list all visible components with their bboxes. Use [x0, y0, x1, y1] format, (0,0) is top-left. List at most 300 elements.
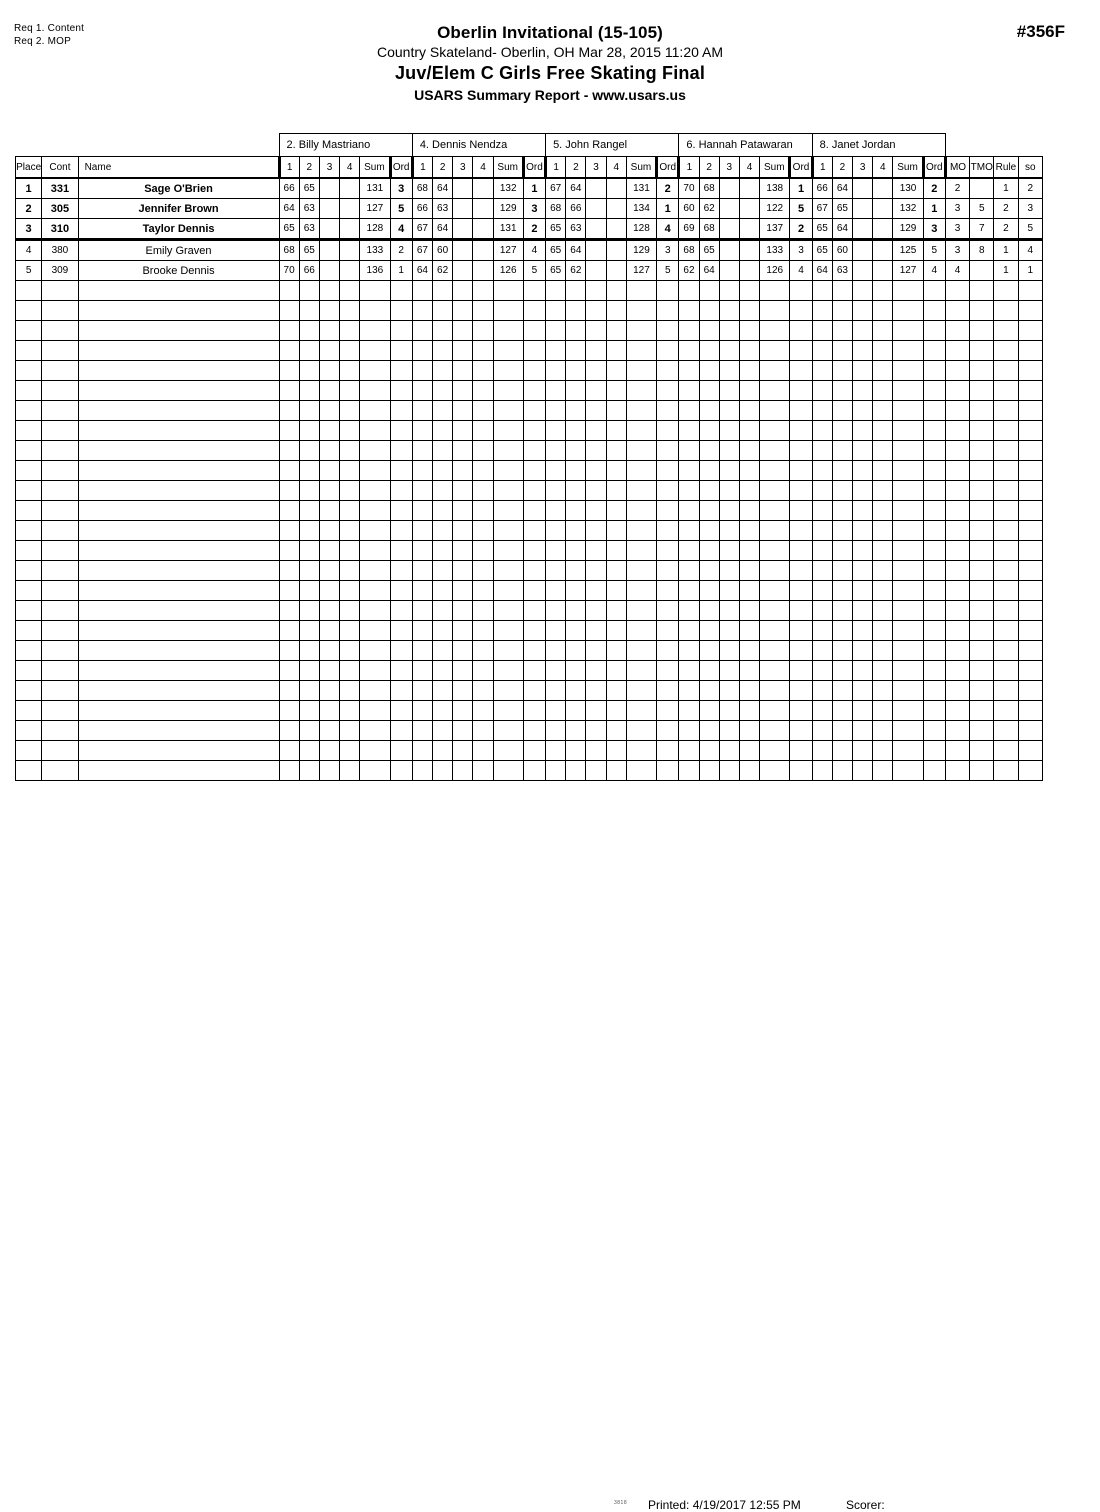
empty-cell [299, 361, 319, 381]
row-tmo: 8 [970, 240, 994, 261]
row-judge3-mark1: 65 [546, 261, 566, 281]
row-judge4-mark1: 70 [679, 178, 699, 199]
row-judge5-ord: 5 [923, 240, 945, 261]
empty-cell [566, 621, 586, 641]
empty-cell [832, 301, 852, 321]
empty-cell [42, 401, 78, 421]
empty-cell [923, 641, 945, 661]
row-judge4-mark4 [739, 219, 759, 240]
empty-cell [606, 541, 626, 561]
row-tmo: 5 [970, 199, 994, 219]
empty-cell [812, 621, 832, 641]
row-judge2-mark2: 60 [433, 240, 453, 261]
empty-cell [360, 621, 390, 641]
col-header-judge2-mark1: 1 [412, 157, 432, 179]
empty-cell [453, 521, 473, 541]
col-header-judge3-mark1: 1 [546, 157, 566, 179]
empty-cell [523, 521, 545, 541]
empty-cell [873, 621, 893, 641]
empty-cell [473, 681, 493, 701]
row-judge5-mark1: 64 [812, 261, 832, 281]
col-header-judge5-mark1: 1 [812, 157, 832, 179]
empty-cell [739, 441, 759, 461]
empty-cell [832, 421, 852, 441]
empty-cell [1018, 541, 1042, 561]
empty-cell [433, 721, 453, 741]
empty-cell [279, 281, 299, 301]
empty-cell [473, 621, 493, 641]
empty-cell [719, 441, 739, 461]
row-contestant-number: 331 [42, 178, 78, 199]
empty-cell [586, 521, 606, 541]
empty-cell [970, 521, 994, 541]
empty-cell [586, 301, 606, 321]
empty-cell [719, 541, 739, 561]
empty-cell [994, 621, 1018, 641]
row-judge2-ord: 3 [523, 199, 545, 219]
row-judge4-sum: 122 [760, 199, 790, 219]
empty-cell [433, 541, 453, 561]
empty-cell [566, 681, 586, 701]
empty-cell [790, 541, 812, 561]
empty-cell [873, 521, 893, 541]
empty-cell [923, 481, 945, 501]
empty-cell [340, 401, 360, 421]
col-header-judge1-mark3: 3 [319, 157, 339, 179]
empty-cell [945, 441, 969, 461]
empty-cell [390, 621, 412, 641]
row-tmo [970, 261, 994, 281]
empty-cell [853, 281, 873, 301]
empty-cell [453, 541, 473, 561]
empty-cell [699, 441, 719, 461]
empty-cell [42, 721, 78, 741]
empty-cell [699, 601, 719, 621]
col-header-judge2-mark4: 4 [473, 157, 493, 179]
empty-cell [812, 481, 832, 501]
empty-cell [299, 661, 319, 681]
empty-cell [790, 421, 812, 441]
empty-cell [832, 321, 852, 341]
empty-cell [433, 561, 453, 581]
empty-cell [606, 601, 626, 621]
row-judge3-mark3 [586, 199, 606, 219]
row-judge2-mark1: 64 [412, 261, 432, 281]
event-number: #356F [1016, 22, 1065, 41]
empty-cell [853, 701, 873, 721]
row-judge3-mark2: 62 [566, 261, 586, 281]
empty-cell [453, 381, 473, 401]
empty-row [16, 581, 1043, 601]
empty-cell [923, 681, 945, 701]
empty-cell [760, 441, 790, 461]
empty-cell [360, 561, 390, 581]
empty-cell [739, 341, 759, 361]
empty-cell [1018, 461, 1042, 481]
empty-cell [790, 481, 812, 501]
empty-cell [493, 441, 523, 461]
row-judge2-mark3 [453, 199, 473, 219]
empty-cell [760, 461, 790, 481]
empty-cell [390, 701, 412, 721]
empty-cell [970, 281, 994, 301]
empty-cell [42, 681, 78, 701]
empty-cell [1018, 421, 1042, 441]
row-judge2-mark4 [473, 261, 493, 281]
empty-cell [970, 461, 994, 481]
empty-cell [923, 721, 945, 741]
empty-cell [994, 661, 1018, 681]
empty-cell [340, 281, 360, 301]
empty-cell [340, 421, 360, 441]
empty-cell [719, 421, 739, 441]
empty-cell [412, 581, 432, 601]
empty-cell [812, 341, 832, 361]
empty-cell [299, 621, 319, 641]
empty-cell [16, 361, 42, 381]
empty-cell [760, 681, 790, 701]
empty-cell [790, 641, 812, 661]
empty-cell [433, 621, 453, 641]
empty-cell [970, 721, 994, 741]
event-title: Oberlin Invitational (15-105) [437, 23, 663, 42]
empty-cell [319, 581, 339, 601]
row-mo: 3 [945, 219, 969, 240]
empty-cell [679, 601, 699, 621]
empty-cell [739, 501, 759, 521]
row-judge3-ord: 4 [657, 219, 679, 240]
col-header-judge5-mark2: 2 [832, 157, 852, 179]
row-judge1-mark2: 65 [299, 240, 319, 261]
empty-row [16, 701, 1043, 721]
empty-cell [279, 401, 299, 421]
row-judge4-sum: 138 [760, 178, 790, 199]
row-judge1-sum: 136 [360, 261, 390, 281]
results-table [15, 133, 1043, 781]
empty-cell [412, 521, 432, 541]
empty-cell [626, 421, 656, 441]
row-judge1-mark4 [340, 219, 360, 240]
empty-cell [16, 341, 42, 361]
col-header-judge3-mark2: 2 [566, 157, 586, 179]
empty-cell [873, 541, 893, 561]
empty-cell [473, 481, 493, 501]
empty-cell [78, 421, 279, 441]
empty-cell [873, 701, 893, 721]
empty-cell [945, 721, 969, 741]
row-judge2-ord: 1 [523, 178, 545, 199]
empty-cell [279, 321, 299, 341]
empty-cell [566, 281, 586, 301]
row-judge1-mark1: 68 [279, 240, 299, 261]
empty-cell [893, 521, 923, 541]
col-header-judge5-ord: Ord [923, 157, 945, 179]
empty-cell [412, 721, 432, 741]
empty-cell [566, 441, 586, 461]
empty-cell [657, 621, 679, 641]
empty-cell [42, 281, 78, 301]
row-judge3-mark2: 64 [566, 178, 586, 199]
row-judge2-ord: 2 [523, 219, 545, 240]
empty-cell [493, 701, 523, 721]
row-judge1-mark1: 66 [279, 178, 299, 199]
empty-cell [1018, 561, 1042, 581]
empty-cell [473, 601, 493, 621]
empty-cell [566, 361, 586, 381]
empty-cell [78, 601, 279, 621]
empty-cell [699, 721, 719, 741]
empty-cell [299, 441, 319, 461]
row-judge3-ord: 3 [657, 240, 679, 261]
empty-cell [78, 701, 279, 721]
empty-cell [473, 501, 493, 521]
empty-cell [626, 561, 656, 581]
empty-cell [279, 381, 299, 401]
row-judge1-mark3 [319, 219, 339, 240]
row-judge3-mark4 [606, 199, 626, 219]
empty-cell [493, 461, 523, 481]
col-header-judge2-ord: Ord [523, 157, 545, 179]
empty-row [16, 381, 1043, 401]
empty-cell [78, 321, 279, 341]
empty-cell [1018, 581, 1042, 601]
empty-cell [679, 501, 699, 521]
empty-cell [606, 401, 626, 421]
empty-cell [853, 321, 873, 341]
empty-cell [760, 321, 790, 341]
row-judge4-mark2: 68 [699, 219, 719, 240]
empty-cell [994, 361, 1018, 381]
empty-cell [453, 721, 473, 741]
empty-cell [390, 641, 412, 661]
empty-cell [832, 361, 852, 381]
empty-cell [390, 381, 412, 401]
col-header-judge4-ord: Ord [790, 157, 812, 179]
empty-cell [970, 581, 994, 601]
empty-cell [893, 681, 923, 701]
empty-cell [453, 401, 473, 421]
empty-cell [360, 641, 390, 661]
empty-cell [606, 521, 626, 541]
empty-cell [523, 681, 545, 701]
empty-row [16, 321, 1043, 341]
empty-cell [412, 701, 432, 721]
row-judge5-ord: 1 [923, 199, 945, 219]
col-header-judge1-sum: Sum [360, 157, 390, 179]
empty-cell [546, 601, 566, 621]
empty-cell [340, 521, 360, 541]
empty-cell [433, 461, 453, 481]
empty-cell [42, 321, 78, 341]
empty-cell [832, 641, 852, 661]
empty-cell [360, 341, 390, 361]
empty-cell [566, 501, 586, 521]
empty-cell [790, 341, 812, 361]
empty-cell [606, 481, 626, 501]
empty-cell [812, 321, 832, 341]
empty-cell [812, 401, 832, 421]
empty-cell [812, 641, 832, 661]
empty-cell [893, 721, 923, 741]
empty-cell [390, 541, 412, 561]
row-judge1-ord: 2 [390, 240, 412, 261]
empty-cell [760, 481, 790, 501]
empty-cell [699, 281, 719, 301]
empty-cell [923, 601, 945, 621]
empty-cell [657, 641, 679, 661]
empty-cell [739, 561, 759, 581]
empty-cell [586, 381, 606, 401]
empty-cell [923, 361, 945, 381]
col-header-judge2-mark2: 2 [433, 157, 453, 179]
empty-cell [945, 541, 969, 561]
empty-cell [945, 701, 969, 721]
empty-cell [279, 701, 299, 721]
row-judge2-mark4 [473, 219, 493, 240]
empty-cell [340, 701, 360, 721]
judge-row-tail [945, 134, 1042, 157]
empty-cell [453, 281, 473, 301]
empty-cell [994, 581, 1018, 601]
empty-cell [523, 501, 545, 521]
empty-cell [360, 301, 390, 321]
empty-cell [994, 641, 1018, 661]
row-judge3-mark2: 66 [566, 199, 586, 219]
row-judge1-sum: 128 [360, 219, 390, 240]
empty-cell [606, 701, 626, 721]
empty-row [16, 401, 1043, 421]
empty-cell [853, 381, 873, 401]
empty-cell [923, 321, 945, 341]
row-judge2-mark3 [453, 240, 473, 261]
empty-cell [16, 481, 42, 501]
empty-cell [493, 581, 523, 601]
empty-cell [657, 381, 679, 401]
empty-cell [586, 681, 606, 701]
empty-cell [78, 301, 279, 321]
empty-cell [279, 721, 299, 741]
empty-cell [340, 641, 360, 661]
empty-cell [945, 661, 969, 681]
empty-cell [812, 721, 832, 741]
empty-cell [390, 481, 412, 501]
col-header-judge4-mark3: 3 [719, 157, 739, 179]
empty-cell [699, 301, 719, 321]
col-header-judge4-mark1: 1 [679, 157, 699, 179]
row-rule: 2 [994, 199, 1018, 219]
empty-cell [945, 401, 969, 421]
row-mo: 3 [945, 199, 969, 219]
empty-cell [699, 501, 719, 521]
report-header [0, 22, 1100, 106]
empty-cell [433, 361, 453, 381]
empty-cell [970, 621, 994, 641]
empty-cell [760, 281, 790, 301]
row-judge5-mark3 [853, 261, 873, 281]
empty-cell [340, 721, 360, 741]
empty-cell [340, 541, 360, 561]
row-place: 2 [16, 199, 42, 219]
empty-cell [586, 561, 606, 581]
empty-row [16, 501, 1043, 521]
row-judge2-sum: 126 [493, 261, 523, 281]
empty-cell [390, 361, 412, 381]
empty-cell [299, 521, 319, 541]
empty-cell [78, 481, 279, 501]
empty-cell [319, 481, 339, 501]
empty-cell [873, 641, 893, 661]
empty-cell [319, 501, 339, 521]
empty-cell [546, 321, 566, 341]
empty-cell [473, 281, 493, 301]
row-judge5-mark2: 65 [832, 199, 852, 219]
empty-cell [790, 501, 812, 521]
empty-cell [16, 321, 42, 341]
row-judge4-ord: 1 [790, 178, 812, 199]
empty-cell [994, 481, 1018, 501]
empty-cell [606, 641, 626, 661]
empty-cell [16, 701, 42, 721]
empty-cell [945, 461, 969, 481]
empty-cell [994, 681, 1018, 701]
row-judge5-mark2: 63 [832, 261, 852, 281]
empty-cell [606, 441, 626, 461]
empty-cell [390, 561, 412, 581]
empty-cell [853, 641, 873, 661]
empty-cell [473, 661, 493, 681]
row-judge1-mark2: 65 [299, 178, 319, 199]
empty-cell [873, 721, 893, 741]
empty-cell [923, 541, 945, 561]
empty-cell [16, 621, 42, 641]
empty-cell [923, 661, 945, 681]
empty-cell [493, 381, 523, 401]
row-judge5-mark1: 66 [812, 178, 832, 199]
empty-cell [453, 441, 473, 461]
empty-cell [473, 721, 493, 741]
empty-cell [832, 661, 852, 681]
col-header-judge3-ord: Ord [657, 157, 679, 179]
row-judge4-mark2: 65 [699, 240, 719, 261]
table-row [16, 219, 1043, 240]
empty-cell [360, 401, 390, 421]
row-skater-name: Sage O'Brien [78, 178, 279, 199]
empty-cell [412, 281, 432, 301]
empty-cell [657, 321, 679, 341]
empty-cell [319, 321, 339, 341]
empty-cell [433, 481, 453, 501]
empty-cell [739, 481, 759, 501]
row-judge1-ord: 4 [390, 219, 412, 240]
row-judge4-ord: 5 [790, 199, 812, 219]
empty-cell [78, 381, 279, 401]
row-judge2-mark1: 67 [412, 240, 432, 261]
empty-cell [390, 321, 412, 341]
row-judge3-mark4 [606, 240, 626, 261]
empty-cell [586, 541, 606, 561]
empty-cell [945, 361, 969, 381]
empty-cell [340, 441, 360, 461]
empty-cell [970, 501, 994, 521]
empty-cell [78, 621, 279, 641]
empty-cell [1018, 601, 1042, 621]
row-judge1-mark2: 66 [299, 261, 319, 281]
empty-cell [657, 541, 679, 561]
judge-name-4: 6. Hannah Patawaran [679, 134, 812, 157]
empty-cell [760, 361, 790, 381]
empty-cell [78, 361, 279, 381]
empty-cell [453, 501, 473, 521]
